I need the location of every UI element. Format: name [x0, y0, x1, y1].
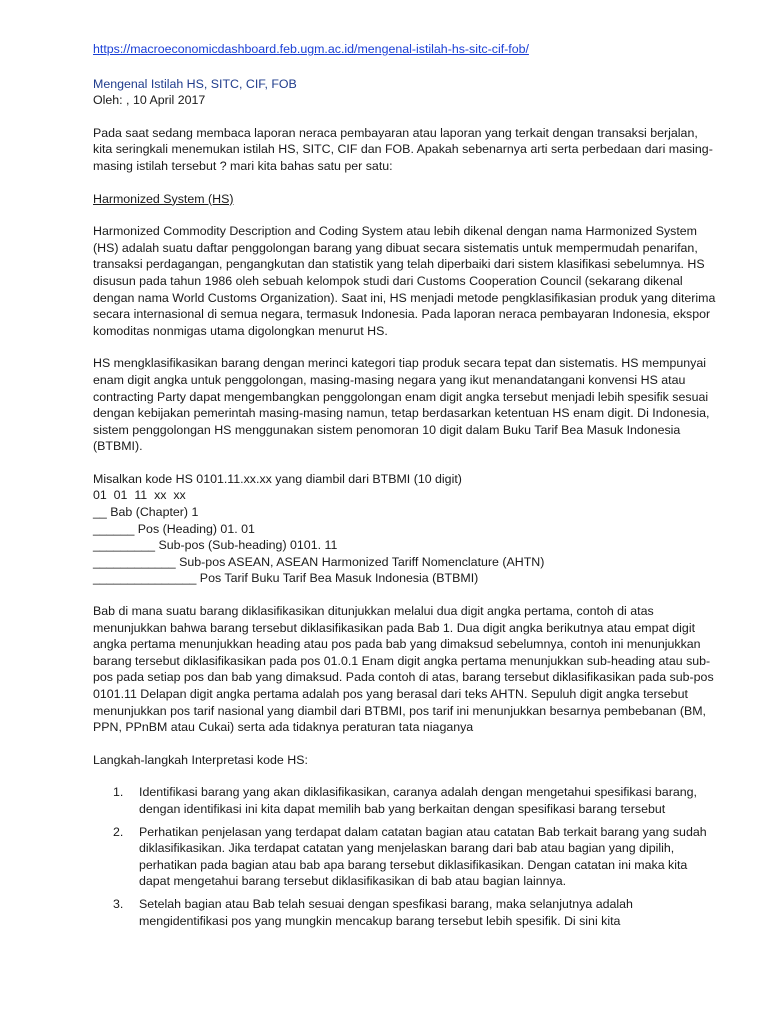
- byline: Oleh: , 10 April 2017: [93, 93, 206, 108]
- intro-paragraph: Pada saat sedang membaca laporan neraca pembayaran atau laporan yang terkait dengan transaksi berjalan, kita seringkali menemukan istilah HS, SITC, CIF dan FOB. Apakah sebenarnya arti serta perbedaan dari masing-masing istilah tersebut ? mari kita bahas satu per satu:: [93, 125, 713, 173]
- paragraph-code-explanation: Bab di mana suatu barang diklasifikasikan ditunjukkan melalui dua digit angka pertama, contoh di atas menunjukkan bahwa barang tersebut diklasifikasikan pada Bab 1. Dua digit angka berikutnya atau empat digit angka pertama menunjukkan heading atau pos pada bab yang dimaksud sebelumnya, contoh ini menunjukkan barang tersebut diklasifikasikan pada pos 01.0.1 Enam digit angka pertama menunjukkan sub-heading atau sub-pos pada setiap pos dan bab yang dimaksud. Pada contoh di atas, barang tersebut diklasifikasikan pada sub-pos 0101.11 Delapan digit angka pertama adalah pos yang berasal dari teks AHTN. Sepuluh digit angka tersebut menunjukkan pos tarif nasional yang diambil dari BTBMI, pos tarif ini menunjukkan besarnya pembebanan (BM, PPN, PPnBM atau Cukai) serta ada tidaknya peraturan tata niaganya: [93, 604, 714, 735]
- code-example-line: 01 01 11 xx xx: [93, 488, 186, 503]
- list-item-number: 2.: [113, 824, 124, 839]
- steps-list: [93, 784, 718, 929]
- list-item-number: 1.: [113, 785, 124, 800]
- code-example-line: __ Bab (Chapter) 1: [93, 505, 199, 520]
- list-item-text: Setelah bagian atau Bab telah sesuai dengan spesfikasi barang, maka selanjutnya adalah mengidentifikasi pos yang mungkin mencakup barang tersebut lebih spesifik. Di sini kita: [139, 896, 633, 928]
- list-item-number: 3.: [113, 896, 124, 911]
- article-title: Mengenal Istilah HS, SITC, CIF, FOB: [93, 76, 297, 91]
- list-item-text: Perhatikan penjelasan yang terdapat dalam catatan bagian atau catatan Bab terkait barang yang sudah diklasifikasikan. Jika terdapat catatan yang menjelaskan barang dari bab atau bagian yang dipilih, perhatikan pada bagian atau bab apa barang tersebut diklasifikasikan. Dengan catatan ini maka kita dapat mengetahui barang tersebut diklasifikasikan di bab atau bagian lainnya.: [139, 824, 707, 889]
- list-item: [113, 784, 718, 817]
- list-item: [113, 896, 718, 929]
- code-example-line: ______ Pos (Heading) 01. 01: [93, 521, 255, 536]
- paragraph-hs-definition: Harmonized Commodity Description and Coding System atau lebih dikenal dengan nama Harmonized System (HS) adalah suatu daftar penggolongan barang yang dibuat secara sistematis untuk mempermudah penarifan, transaksi perdagangan, pengangkutan dan statistik yang telah diperbaiki dari sistem klasifikasi sebelumnya. HS disusun pada tahun 1986 oleh sebuah kelompok studi dari Customs Cooperation Council (sekarang dikenal dengan nama World Customs Organization). Saat ini, HS menjadi metode pengklasifikasian produk yang diterima secara internasional di semua negara, termasuk Indonesia. Pada laporan neraca pembayaran Indonesia, ekspor komoditas nonmigas utama digolongkan menurut HS.: [93, 224, 716, 338]
- list-item-text: Identifikasi barang yang akan diklasifikasikan, caranya adalah dengan mengetahui spesifikasi barang, dengan identifikasi ini kita dapat memilih bab yang berkaitan dengan spesifikasi barang tersebut: [139, 785, 697, 816]
- code-example-line: _______________ Pos Tarif Buku Tarif Bea Masuk Indonesia (BTBMI): [93, 571, 479, 586]
- code-example-line: Misalkan kode HS 0101.11.xx.xx yang diambil dari BTBMI (10 digit): [93, 471, 462, 486]
- code-example-line: _________ Sub-pos (Sub-heading) 0101. 11: [93, 538, 338, 553]
- code-example-line: ____________ Sub-pos ASEAN, ASEAN Harmonized Tariff Nomenclature (AHTN): [93, 554, 545, 569]
- section-heading: Harmonized System (HS): [93, 191, 234, 206]
- source-url-link[interactable]: https://macroeconomicdashboard.feb.ugm.ac.id/mengenal-istilah-hs-sitc-cif-fob/: [93, 42, 529, 56]
- steps-label: Langkah-langkah Interpretasi kode HS:: [93, 752, 308, 767]
- paragraph-hs-classification: HS mengklasifikasikan barang dengan merinci kategori tiap produk secara tepat dan sistematis. HS mempunyai enam digit angka untuk penggolongan, masing-masing negara yang ikut menandatangani konvensi HS atau contracting Party dapat mengembangkan penggolongan enam digit angka tersebut menjadi lebih spesifik sesuai dengan kebijakan pemerintah masing-masing namun, tetap berdasarkan ketentuan HS enam digit. Di Indonesia, sistem penggolongan HS menggunakan sistem penomoran 10 digit dalam Buku Tarif Bea Masuk Indonesia (BTBMI).: [93, 356, 710, 454]
- list-item: [113, 824, 718, 890]
- hs-code-example: [93, 471, 718, 587]
